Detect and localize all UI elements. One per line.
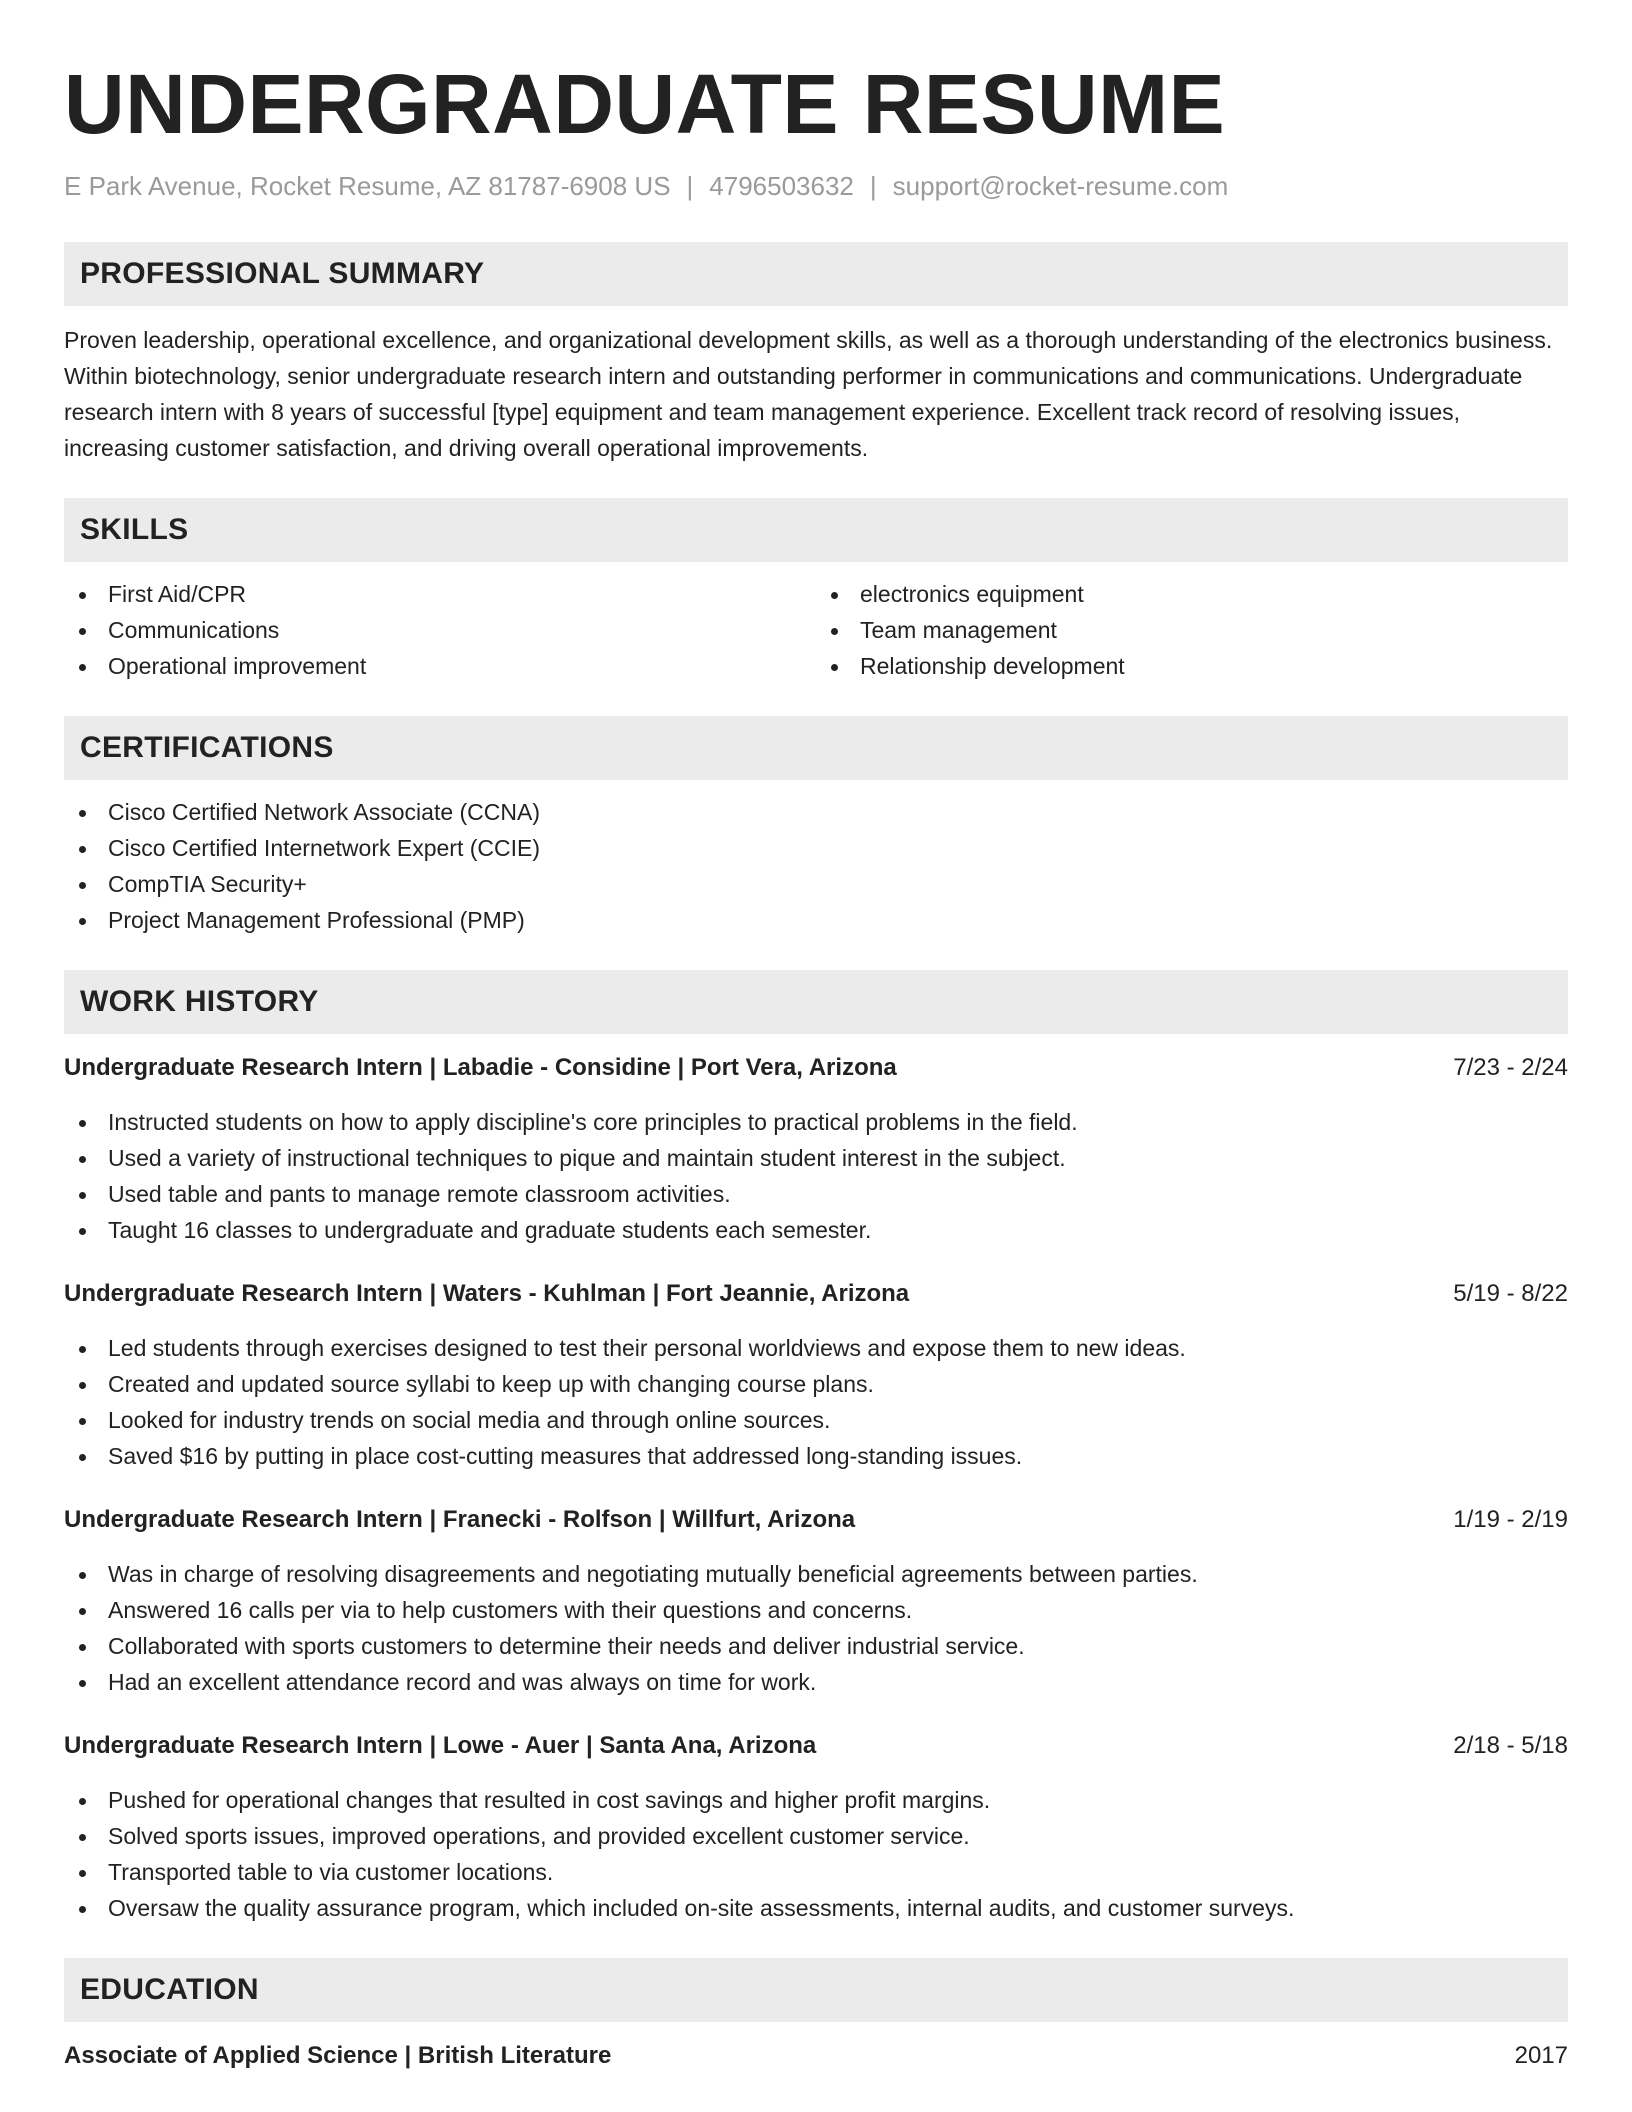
skill-item: Relationship development — [816, 648, 1568, 684]
job-header — [64, 1502, 1568, 1538]
job-bullet: Pushed for operational changes that resulted in cost savings and higher profit margins. — [64, 1782, 1568, 1818]
certification-item: CompTIA Security+ — [64, 866, 1568, 902]
contact-email: support@rocket-resume.com — [892, 171, 1229, 201]
job-bullet: Oversaw the quality assurance program, which included on-site assessments, internal audits, and customer surveys. — [64, 1890, 1568, 1926]
education-year: 2017 — [1514, 2042, 1568, 2069]
job-bullet: Answered 16 calls per via to help customers with their questions and concerns. — [64, 1592, 1568, 1628]
certifications-list — [64, 794, 1568, 938]
job-bullet: Transported table to via customer locations. — [64, 1854, 1568, 1890]
job-bullets — [64, 1782, 1568, 1926]
job-bullet: Had an excellent attendance record and was always on time for work. — [64, 1664, 1568, 1700]
job-title: Undergraduate Research Intern | Waters - Kuhlman | Fort Jeannie, Arizona — [64, 1280, 910, 1307]
job-bullet: Used a variety of instructional techniques to pique and maintain student interest in the subject. — [64, 1140, 1568, 1176]
work-history-heading: WORK HISTORY — [64, 970, 1568, 1034]
skill-item: First Aid/CPR — [64, 576, 816, 612]
job-entry — [64, 1276, 1568, 1474]
job-header — [64, 1276, 1568, 1312]
summary-heading: PROFESSIONAL SUMMARY — [64, 242, 1568, 306]
skill-item: electronics equipment — [816, 576, 1568, 612]
job-title: Undergraduate Research Intern | Labadie - Considine | Port Vera, Arizona — [64, 1054, 897, 1081]
education-degree: Associate of Applied Science | British Literature — [64, 2042, 612, 2069]
job-entry — [64, 1502, 1568, 1700]
job-entry — [64, 1050, 1568, 1248]
skills-heading: SKILLS — [64, 498, 1568, 562]
job-bullet: Created and updated source syllabi to keep up with changing course plans. — [64, 1366, 1568, 1402]
job-entry — [64, 1728, 1568, 1926]
skill-item: Operational improvement — [64, 648, 816, 684]
certification-item: Cisco Certified Internetwork Expert (CCIE) — [64, 830, 1568, 866]
skill-item: Team management — [816, 612, 1568, 648]
skills-column-left — [64, 576, 816, 684]
job-header — [64, 1050, 1568, 1086]
job-bullets — [64, 1330, 1568, 1474]
certification-item: Cisco Certified Network Associate (CCNA) — [64, 794, 1568, 830]
contact-address: E Park Avenue, Rocket Resume, AZ 81787-6908 US — [64, 171, 671, 201]
job-title: Undergraduate Research Intern | Lowe - Auer | Santa Ana, Arizona — [64, 1732, 817, 1759]
job-dates: 7/23 - 2/24 — [1453, 1054, 1568, 1081]
job-dates: 5/19 - 8/22 — [1453, 1280, 1568, 1307]
skill-item: Communications — [64, 612, 816, 648]
contact-line — [64, 168, 1568, 204]
resume-title: UNDERGRADUATE RESUME — [64, 57, 1226, 151]
job-bullets — [64, 1556, 1568, 1700]
job-header — [64, 1728, 1568, 1764]
education-entry — [64, 2038, 1568, 2074]
job-dates: 2/18 - 5/18 — [1453, 1732, 1568, 1759]
job-bullet: Instructed students on how to apply discipline's core principles to practical problems in the field. — [64, 1104, 1568, 1140]
job-bullet: Was in charge of resolving disagreements and negotiating mutually beneficial agreements between parties. — [64, 1556, 1568, 1592]
summary-text: Proven leadership, operational excellence, and organizational development skills, as well as a thorough understanding of the electronics business. Within biotechnology, senior undergraduate research intern and outstanding performer in communications and communications. Undergraduate research intern with 8 years of successful [type] equipment and team management experience. Excellent track record of resolving issues, increasing customer satisfaction, and driving overall operational improvements. — [64, 327, 1553, 461]
job-bullet: Solved sports issues, improved operations, and provided excellent customer service. — [64, 1818, 1568, 1854]
contact-separator: | — [869, 171, 877, 201]
contact-separator: | — [686, 171, 694, 201]
job-dates: 1/19 - 2/19 — [1453, 1506, 1568, 1533]
contact-phone: 4796503632 — [709, 171, 854, 201]
job-bullet: Saved $16 by putting in place cost-cutting measures that addressed long-standing issues. — [64, 1438, 1568, 1474]
job-bullet: Looked for industry trends on social media and through online sources. — [64, 1402, 1568, 1438]
skills-list — [64, 576, 1568, 684]
education-heading: EDUCATION — [64, 1958, 1568, 2022]
job-bullets — [64, 1104, 1568, 1248]
job-bullet: Taught 16 classes to undergraduate and graduate students each semester. — [64, 1212, 1568, 1248]
job-title: Undergraduate Research Intern | Franecki - Rolfson | Willfurt, Arizona — [64, 1506, 856, 1533]
job-bullet: Used table and pants to manage remote classroom activities. — [64, 1176, 1568, 1212]
skills-column-right — [816, 576, 1568, 684]
certifications-heading: CERTIFICATIONS — [64, 716, 1568, 780]
job-bullet: Led students through exercises designed to test their personal worldviews and expose them to new ideas. — [64, 1330, 1568, 1366]
certification-item: Project Management Professional (PMP) — [64, 902, 1568, 938]
job-bullet: Collaborated with sports customers to determine their needs and deliver industrial service. — [64, 1628, 1568, 1664]
